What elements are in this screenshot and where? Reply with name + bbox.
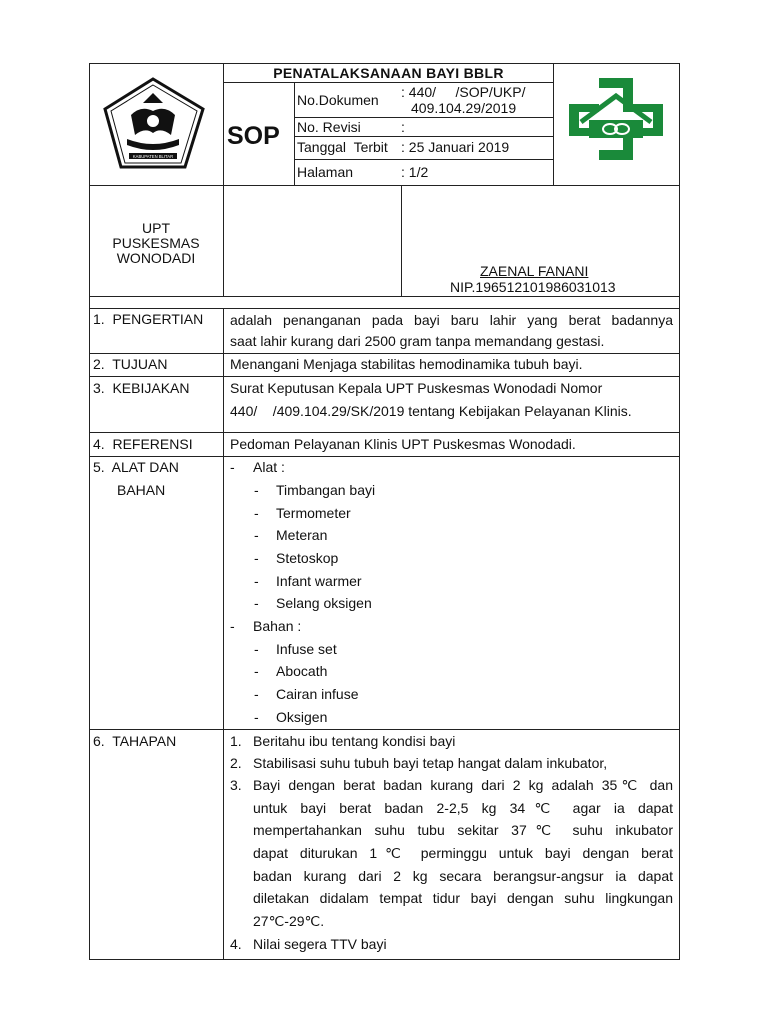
bahan-dash: - (230, 618, 235, 634)
tanggal-terbit-label: Tanggal Terbit (297, 139, 388, 155)
kabupaten-blitar-emblem (101, 75, 209, 171)
step-3-line: Bayi dengan berat badan kurang dari 2 kg adalah 35℃ dan (253, 777, 673, 793)
section-label-alat: 5. ALAT DAN (93, 459, 179, 475)
step-number: 1. (230, 733, 242, 749)
list-dash: - (254, 709, 259, 725)
bahan-heading: Bahan : (253, 618, 302, 634)
org-line-1: UPT (142, 220, 170, 236)
no-dokumen-value-1: : 440/ /SOP/UKP/ (401, 84, 526, 100)
list-dash: - (254, 550, 259, 566)
svg-text:KABUPATEN BLITAR: KABUPATEN BLITAR (132, 154, 174, 159)
org-line-2: PUSKESMAS (112, 235, 200, 251)
list-item: Abocath (276, 663, 328, 679)
list-item: Timbangan bayi (276, 482, 376, 498)
list-item: Cairan infuse (276, 686, 359, 702)
no-dokumen-label: No.Dokumen (297, 92, 379, 108)
section-label-pengertian: 1. PENGERTIAN (93, 311, 204, 327)
list-dash: - (254, 573, 259, 589)
list-dash: - (254, 641, 259, 657)
list-item: Infant warmer (276, 573, 362, 589)
tanggal-terbit-value: : 25 Januari 2019 (401, 139, 510, 155)
list-item: Termometer (276, 505, 351, 521)
org-line-3: WONODADI (116, 250, 196, 266)
no-revisi-label: No. Revisi (297, 119, 361, 135)
step-3-line: badan kurang dari 2 kg secara berangsur-angsur ia dapat (253, 868, 673, 884)
section-label-kebijakan: 3. KEBIJAKAN (93, 380, 190, 396)
step-3-line: diletakan didalam tempat tidur bayi dengan suhu lingkungan (253, 890, 673, 906)
no-revisi-value: : (401, 119, 405, 135)
section-label-referensi: 4. REFERENSI (93, 436, 193, 452)
step-3-line: untuk bayi berat badan 2-2,5 kg 34℃ agar ia dapat (253, 800, 673, 816)
list-item: Oksigen (276, 709, 328, 725)
step-2-text: Stabilisasi suhu tubuh bayi tetap hangat dalam inkubator, (253, 755, 608, 771)
list-item: Selang oksigen (276, 595, 372, 611)
alat-dash: - (230, 459, 235, 475)
step-3-last-line: 27℃-29℃. (253, 913, 325, 929)
sop-label: SOP (227, 122, 280, 150)
signatory-name: ZAENAL FANANI (480, 263, 589, 279)
kebijakan-line-2: 440/ /409.104.29/SK/2019 tentang Kebijakan Pelayanan Klinis. (230, 403, 632, 419)
step-number: 2. (230, 755, 242, 771)
pengertian-line-2: saat lahir kurang dari 2500 gram tanpa memandang gestasi. (230, 333, 605, 349)
list-dash: - (254, 686, 259, 702)
kebijakan-line-1: Surat Keputusan Kepala UPT Puskesmas Wonodadi Nomor (230, 380, 603, 396)
list-dash: - (254, 595, 259, 611)
section-label-tahapan: 6. TAHAPAN (93, 733, 177, 749)
step-3-line: mempertahankan suhu tubu sekitar 37℃ suhu inkubator (253, 822, 673, 838)
section-label-bahan: BAHAN (117, 482, 166, 498)
no-dokumen-value-2: 409.104.29/2019 (411, 100, 517, 116)
step-1-text: Beritahu ibu tentang kondisi bayi (253, 733, 456, 749)
puskesmas-cross-logo (563, 74, 669, 164)
referensi-text: Pedoman Pelayanan Klinis UPT Puskesmas Wonodadi. (230, 436, 576, 452)
list-item: Infuse set (276, 641, 337, 657)
list-dash: - (254, 663, 259, 679)
halaman-value: : 1/2 (401, 164, 429, 180)
list-item: Meteran (276, 527, 328, 543)
halaman-label: Halaman (297, 164, 354, 180)
step-number: 4. (230, 936, 242, 952)
list-dash: - (254, 482, 259, 498)
list-item: Stetoskop (276, 550, 339, 566)
list-dash: - (254, 527, 259, 543)
step-4-text: Nilai segera TTV bayi (253, 936, 387, 952)
step-number: 3. (230, 777, 242, 793)
step-3-line: dapat diturukan 1℃ perminggu untuk bayi dengan berat (253, 845, 673, 861)
tujuan-text: Menangani Menjaga stabilitas hemodinamika tubuh bayi. (230, 356, 583, 372)
document-title: PENATALAKSANAAN BAYI BBLR (273, 65, 504, 81)
list-dash: - (254, 505, 259, 521)
pengertian-line-1: adalah penanganan pada bayi baru lahir yang berat badannya (230, 312, 673, 328)
alat-heading: Alat : (253, 459, 285, 475)
section-label-tujuan: 2. TUJUAN (93, 356, 168, 372)
signatory-nip: NIP.196512101986031013 (450, 279, 616, 295)
